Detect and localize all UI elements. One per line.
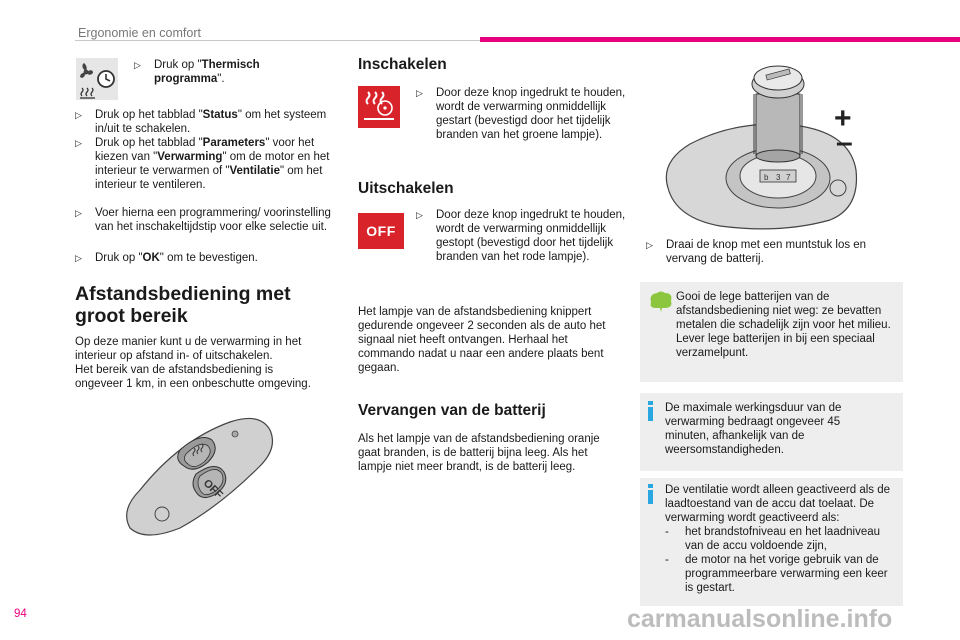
step-parameters-tab: ▷ Druk op het tabblad "Parameters" voor het kiezen van "Verwarming" om de motor en het interieur te verwarmen of "Ventilatie" om het interieur te ventileren.: [75, 137, 330, 191]
step-thermal-program: ▷ Druk op "Thermisch programma".: [134, 59, 260, 85]
battery-mark-2: 3: [776, 173, 781, 182]
switch-off-text: ▷ Door deze knop ingedrukt te houden, wordt de verwarming onmiddellijk gestopt (bevestigd door het tijdelijk branden van het rode lampje).: [416, 209, 626, 263]
info-icon: [648, 401, 654, 421]
minus-sign: –: [836, 126, 853, 159]
off-badge-icon: OFF: [358, 213, 404, 249]
info-box-ventilation: [640, 478, 903, 606]
remote-description: Op deze manier kunt u de verwarming in het interieur op afstand in- of uitschakelen. Het bereik van de afstandsbediening is ongeveer 1 km, in een onbeschutte omgeving.: [75, 336, 311, 390]
battery-mark-3: 7: [786, 173, 791, 182]
section-title: Ergonomie en comfort: [78, 26, 201, 40]
battery-heading: Vervangen van de batterij: [358, 402, 546, 419]
info-box-duration: De maximale werkingsduur van de verwarming bedraagt ongeveer 45 minuten, afhankelijk van de weersomstandigheden.: [640, 393, 903, 471]
ventilation-intro: De ventilatie wordt alleen geactiveerd als de laadtoestand van de accu dat toelaat. De verwarming wordt geactiveerd als:: [665, 484, 891, 524]
header-rule: [75, 40, 480, 41]
lamp-blink-text: Het lampje van de afstandsbediening knippert gedurende ongeveer 2 seconden als de auto het signaal niet heeft ontvangen. Herhaal het commando nadat u naar een andere plaats bent gegaan.: [358, 306, 606, 374]
step-ok-confirm: ▷ Druk op "OK" om te bevestigen.: [75, 252, 258, 264]
step-status-tab: ▷ Druk op het tabblad "Status" om het systeem in/uit te schakelen.: [75, 109, 327, 135]
page-number: 94: [14, 608, 27, 620]
list-item: - de motor na het vorige gebruik van de programmeerbare verwarming een keer is gestart.: [665, 554, 888, 594]
remote-off-label: OFF: [200, 477, 225, 502]
switch-off-heading: Uitschakelen: [358, 180, 454, 197]
watermark: carmanualsonline.info: [627, 605, 893, 633]
list-item: - het brandstofniveau en het laadniveau van de accu voldoende zijn,: [665, 526, 881, 552]
switch-on-heading: Inschakelen: [358, 56, 447, 73]
remote-heading: Afstandsbediening met groot bereik: [75, 283, 291, 327]
step-programming: ▷ Voer hierna een programmering/ voorinstelling van het inschakeltijdstip voor elke selectie uit.: [75, 207, 331, 233]
battery-text: Als het lampje van de afstandsbediening oranje gaat branden, is de batterij bijna leeg. Als het lampje niet meer brandt, is de batterij leeg.: [358, 433, 600, 473]
switch-on-text: ▷ Door deze knop ingedrukt te houden, wordt de verwarming onmiddellijk gestart (bevestigd door het tijdelijk branden van het groene lampje).: [416, 87, 626, 141]
info-icon: [648, 484, 654, 504]
heater-on-icon: [358, 86, 400, 128]
leaf-icon: [648, 290, 674, 312]
plus-sign: +: [834, 102, 852, 135]
coin-unscrew-step: ▷ Draai de knop met een muntstuk los en vervang de batterij.: [646, 239, 867, 265]
header-accent-bar: [480, 37, 960, 42]
battery-replace-image: [660, 58, 860, 238]
fan-clock-icon: [76, 58, 118, 100]
battery-mark-1: b: [764, 173, 769, 182]
remote-control-image: [120, 410, 280, 540]
eco-note-box: Gooi de lege batterijen van de afstandsbediening niet weg: ze bevatten metalen die schadelijk zijn voor het milieu. Lever lege batterijen in bij een speciaal verzamelpunt.: [640, 282, 903, 382]
